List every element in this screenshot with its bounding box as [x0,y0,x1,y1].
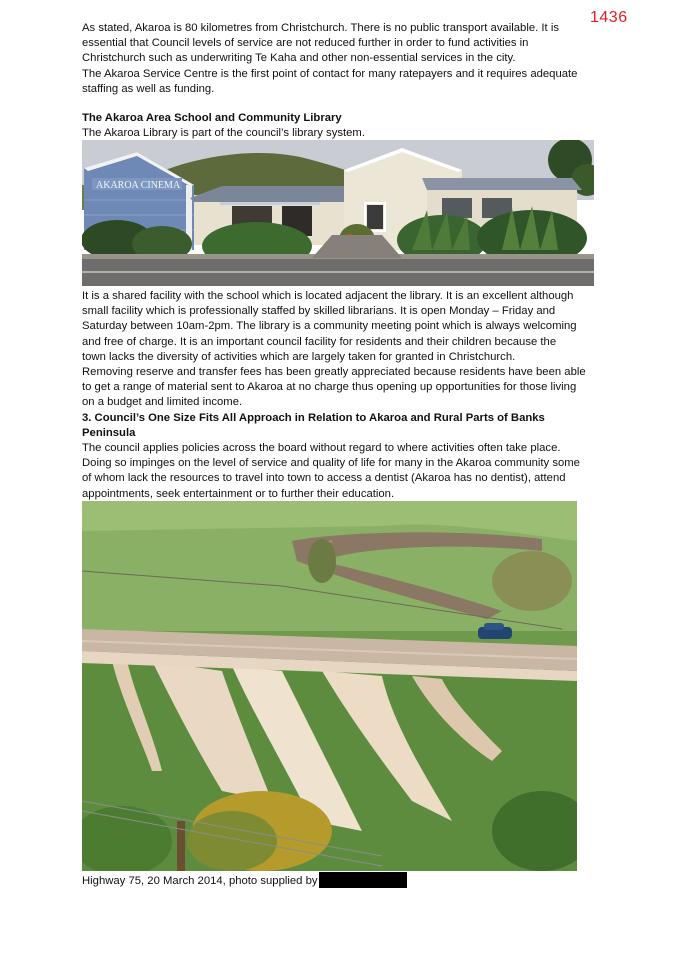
library-line: town lacks the diversity of activities which are largely taken for granted in Christchurch. [82,350,516,363]
library-photo [82,140,594,286]
section-3-line: Doing so impinges on the level of service and quality of life for many in the Akaroa community some [82,457,580,470]
intro-line: As stated, Akaroa is 80 kilometres from Christchurch. There is no public transport available. It is [82,22,559,34]
redaction-box [319,872,407,888]
intro-line: staffing as well as funding. [82,82,215,95]
library-line: to get a range of material sent to Akaroa at no charge thus opening up opportunities for those living [82,381,577,394]
section-3-line: The council applies policies across the board without regard to where activities often take place. [82,442,561,455]
section-3-heading: 3. Council’s One Size Fits All Approach in Relation to Akaroa and Rural Parts of Banks Peninsula [82,411,545,439]
library-body [82,289,592,517]
intro-paragraph [82,21,592,97]
library-line: and free of charge. It is an important council facility for residents and their children because the [82,335,557,348]
library-line: Removing reserve and transfer fees has been greatly appreciated because residents have been able [82,366,586,379]
intro-line: essential that Council levels of service are not reduced further in order to fund activities in [82,37,529,50]
photo-caption [82,872,407,889]
library-line: small facility which is professionally staffed by skilled librarians. It is open Monday – Friday and [82,305,556,318]
library-heading: The Akaroa Area School and Community Library [82,112,342,124]
intro-line: The Akaroa Service Centre is the first point of contact for many ratepayers and it requires adequate [82,67,578,80]
cinema-sign: AKAROA CINEMA [96,180,181,191]
library-heading-block [82,111,592,141]
page-number: 1436 [590,9,628,26]
section-3-line: of whom lack the resources to travel into town to access a dentist (Akaroa has no dentist), attend [82,472,566,485]
library-line: Saturday between 10am-2pm. The library is a community meeting point which is always welcoming [82,320,577,333]
library-subheading: The Akaroa Library is part of the council’s library system. [82,127,365,140]
highway-flood-photo [82,501,577,871]
intro-line: Christchurch such as underwriting Te Kaha and other non-essential services in the city. [82,52,516,65]
caption-text: Highway 75, 20 March 2014, photo supplied by [82,875,318,887]
section-3-line: appointments, seek entertainment or to further their education. [82,487,395,500]
library-line: It is a shared facility with the school which is located adjacent the library. It is an excellent although [82,290,574,302]
library-line: on a budget and limited income. [82,396,243,409]
